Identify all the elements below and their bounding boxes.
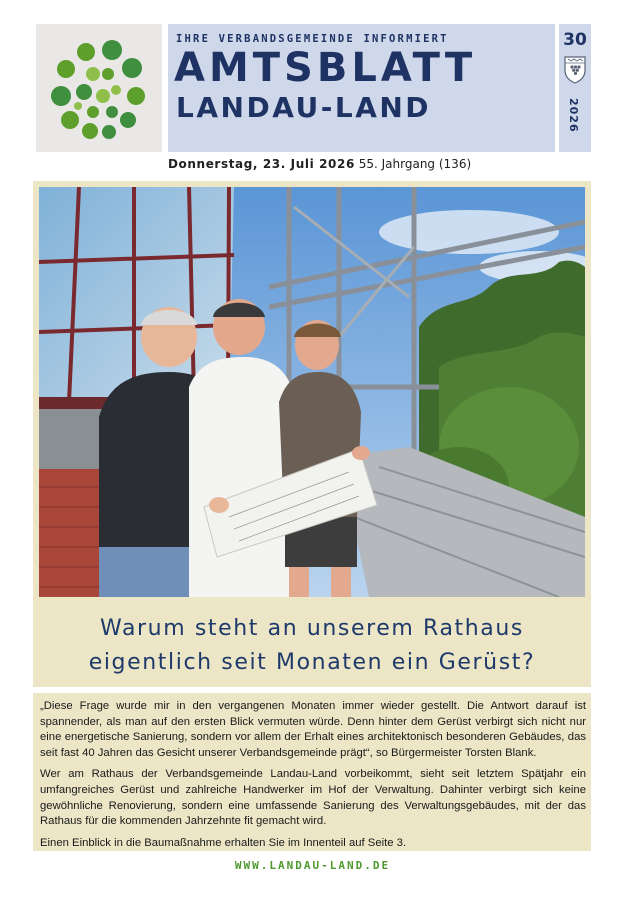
coat-of-arms-icon [563, 54, 587, 84]
article-body [40, 699, 586, 857]
publication-date: Donnerstag, 23. Juli 2026 [168, 157, 355, 171]
issue-number: 30 [563, 30, 587, 50]
logo-panel [36, 24, 162, 152]
article-paragraph: Wer am Rathaus der Verbandsgemeinde Landau-Land vorbeikommt, sieht seit letztem Spätjahr ein umfangreiches Gerüst und zahlreiche Handwerker im Hof der Verwaltung. Dahinter verbirgt sich keine gewöhnliche Renovierung, sondern eine umfassende Sanierung des Verwaltungsgebäudes, mit der das Rathaus für die kommenden Jahrzehnte fit gemacht wird. [40, 768, 586, 828]
cover-photo [39, 187, 585, 597]
article-paragraph: Einen Einblick in die Baumaßnahme erhalten Sie im Innenteil auf Seite 3. [40, 836, 407, 849]
headline-line-2: eigentlich seit Monaten ein Gerüst? [88, 650, 536, 675]
headline-line-1: Warum steht an unserem Rathaus [100, 616, 524, 641]
masthead-title: AMTSBLATT [174, 45, 477, 91]
article-paragraph: „Diese Frage wurde mir in den vergangenen Monaten immer wieder gestellt. Die Antwort darauf ist spannender, als man auf den ersten Blick vermuten würde. Denn hinter dem Gerüst verbirgt sich nicht nur eine energetische Sanierung, sondern vor allem der Erhalt eines architektonisch besonderen Gebäudes, das seit fast 40 Jahren das Gesicht unserer Verbandsgemeinde prägt“, so Bürgermeister Torsten Blank. [40, 700, 586, 759]
volume-info: 55. Jahrgang (136) [358, 157, 472, 171]
green-dot-circle-logo-icon [36, 24, 162, 152]
masthead-kicker: IHRE VERBANDSGEMEINDE INFORMIERT [176, 33, 449, 45]
dateline [168, 157, 471, 171]
cover-headline [36, 612, 588, 680]
issue-year: 2026 [567, 98, 580, 133]
masthead-subtitle: LANDAU-LAND [176, 91, 432, 124]
website-link[interactable]: WWW.LANDAU-LAND.DE [234, 859, 391, 872]
